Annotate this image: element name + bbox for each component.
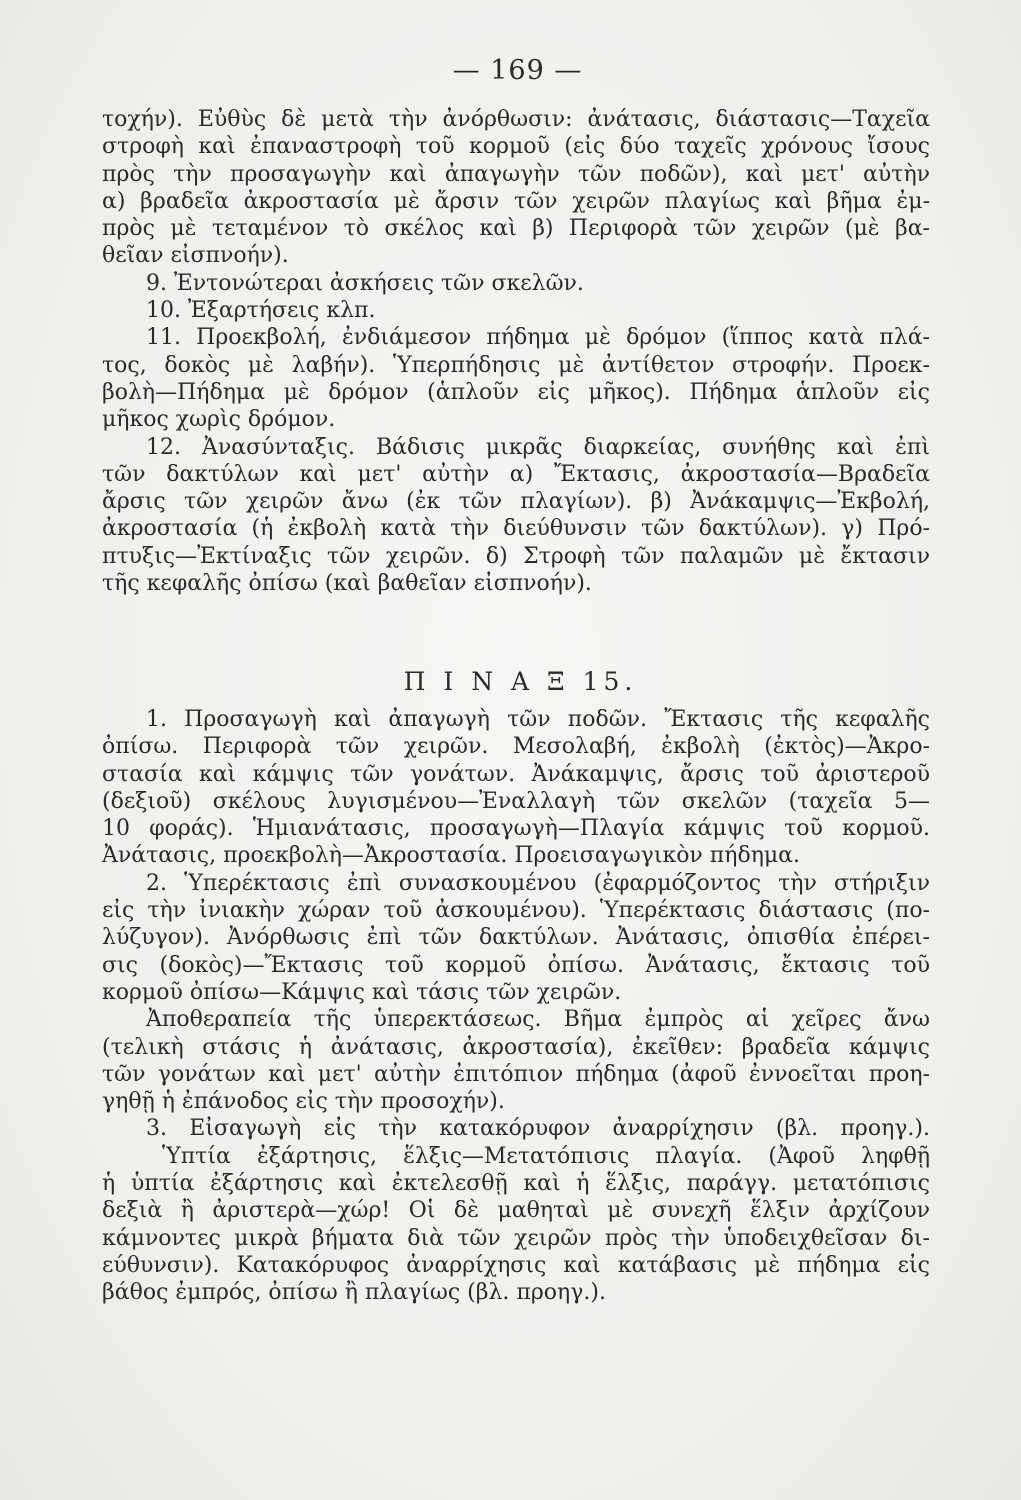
list-item-12: 12. Ἀνασύνταξις. Βάδισις μικρᾶς διαρκείας, συνήθης καὶ ἐπὶ bbox=[146, 434, 930, 460]
table-item-1: 1. Προσαγωγὴ καὶ ἀπαγωγὴ τῶν ποδῶν. Ἔκτασις τῆς κεφαλῆς bbox=[146, 707, 930, 732]
section-title: Π Ι Ν Α Ξ 15. bbox=[403, 667, 638, 696]
list-item-11: 11. Προεκβολή, ἐνδιάμεσον πήδημα μὲ δρόμον (ἵππος κατὰ πλά- bbox=[146, 325, 930, 351]
text-line: κορμοῦ ὀπίσω—Κάμψις καὶ τάσις τῶν χειρῶν. bbox=[102, 979, 622, 1005]
text-line: βάθος ἐμπρός, ὀπίσω ἢ πλαγίως (βλ. προηγ.). bbox=[102, 1280, 606, 1306]
text-line: μῆκος χωρὶς δρόμον. bbox=[102, 407, 336, 433]
text-line: γηθῇ ἡ ἐπάνοδος εἰς τὴν προσοχήν). bbox=[102, 1089, 505, 1115]
text-line: κάμνοντες μικρὰ βήματα διὰ τῶν χειρῶν πρὸς τὴν ὑποδειχθεῖσαν δι- bbox=[102, 1225, 930, 1251]
text-line: ὀπίσω. Περιφορὰ τῶν χειρῶν. Μεσολαβή, ἐκβολὴ (ἐκτὸς)—Ἀκρο- bbox=[102, 734, 930, 760]
text-line: στροφὴ καὶ ἐπαναστροφὴ τοῦ κορμοῦ (εἰς δύο ταχεῖς χρόνους ἴσους bbox=[102, 134, 930, 160]
text-line: ἡ ὑπτία ἐξάρτησις καὶ ἐκτελεσθῇ καὶ ἡ ἕλξις, παράγγ. μετατόπισις bbox=[102, 1171, 930, 1197]
text-line: στασία καὶ κάμψις τῶν γονάτων. Ἀνάκαμψις, ἄρσις τοῦ ἀριστεροῦ bbox=[102, 761, 930, 787]
text-line: δεξιὰ ἢ ἀριστερὰ—χώρ! Οἱ δὲ μαθηταὶ μὲ συνεχῆ ἕλξιν ἀρχίζουν bbox=[102, 1198, 930, 1224]
text-line: Ἀνάτασις, προεκβολὴ—Ἀκροστασία. Προεισαγωγικὸν πήδημα. bbox=[102, 843, 801, 869]
text-line: εἰς τὴν ἰνιακὴν χώραν τοῦ ἀσκουμένου). Ὑπερέκτασις διάστασις (πο- bbox=[102, 898, 930, 924]
text-line: ἀκροστασία (ἡ ἐκβολὴ κατὰ τὴν διεύθυνσιν τῶν δακτύλων). γ) Πρό- bbox=[102, 516, 930, 542]
text-line: (δεξιοῦ) σκέλους λυγισμένου—Ἐναλλαγὴ τῶν σκελῶν (ταχεῖα 5— bbox=[102, 788, 930, 814]
text-line: τῆς κεφαλῆς ὀπίσω (καὶ βαθεῖαν εἰσπνοήν). bbox=[102, 571, 592, 597]
text-line: τῶν δακτύλων καὶ μετ' αὐτὴν α) Ἔκτασις, ἀκροστασία—Βραδεῖα bbox=[102, 461, 930, 487]
list-item-9: 9. Ἐντονώτεραι ἀσκήσεις τῶν σκελῶν. bbox=[146, 270, 584, 296]
text-line: α) βραδεῖα ἀκροστασία μὲ ἄρσιν τῶν χειρῶν πλαγίως καὶ βῆμα ἐμ- bbox=[102, 188, 930, 214]
table-item-2: 2. Ὑπερέκτασις ἐπὶ συνασκουμένου (ἐφαρμόζοντος τὴν στήριξιν bbox=[146, 870, 930, 896]
text-line: εύθυνσιν). Κατακόρυφος ἀναρρίχησις καὶ κατάβασις μὲ πήδημα εἰς bbox=[102, 1252, 930, 1278]
text-line: τος, δοκὸς μὲ λαβήν). Ὑπερπήδησις μὲ ἀντίθετον στροφήν. Προεκ- bbox=[102, 352, 930, 378]
text-line: (τελικὴ στάσις ἡ ἀνάτασις, ἀκροστασία), ἐκεῖθεν: βραδεῖα κάμψις bbox=[102, 1034, 930, 1060]
text-line: Ἀποθεραπεία τῆς ὑπερεκτάσεως. Βῆμα ἐμπρὸς αἱ χεῖρες ἄνω bbox=[146, 1007, 930, 1033]
page-number: — 169 — bbox=[452, 55, 583, 86]
text-line: πρὸς τὴν προσαγωγὴν καὶ ἀπαγωγὴν τῶν ποδῶν), καὶ μετ' αὐτὴν bbox=[102, 161, 930, 187]
text-line: 10 φοράς). Ἡμιανάτασις, προσαγωγὴ—Πλαγία κάμψις τοῦ κορμοῦ. bbox=[102, 816, 930, 842]
text-line: τοχήν). Εὐθὺς δὲ μετὰ τὴν ἀνόρθωσιν: ἀνάτασις, διάστασις—Ταχεῖα bbox=[102, 107, 930, 132]
text-line: Ὑπτία ἐξάρτησις, ἕλξις—Μετατόπισις πλαγία. (Ἀφοῦ ληφθῇ bbox=[162, 1143, 930, 1169]
text-line: βολὴ—Πήδημα μὲ δρόμον (ἁπλοῦν εἰς μῆκος). Πήδημα ἁπλοῦν εἰς bbox=[102, 379, 930, 405]
table-item-3: 3. Εἰσαγωγὴ εἰς τὴν κατακόρυφον ἀναρρίχησιν (βλ. προηγ.). bbox=[146, 1116, 930, 1142]
text-line: σις (δοκὸς)—Ἔκτασις τοῦ κορμοῦ ὀπίσω. Ἀνάτασις, ἔκτασις τοῦ bbox=[102, 952, 930, 978]
text-line: θεῖαν εἰσπνοήν). bbox=[102, 243, 289, 269]
text-line: τῶν γονάτων καὶ μετ' αὐτὴν ἐπιτόπιον πήδημα (ἀφοῦ ἐννοεῖται προη- bbox=[102, 1061, 930, 1087]
text-line: πρὸς μὲ τεταμένον τὸ σκέλος καὶ β) Περιφορὰ τῶν χειρῶν (μὲ βα- bbox=[102, 216, 930, 242]
text-line: ἄρσις τῶν χειρῶν ἄνω (ἐκ τῶν πλαγίων). β) Ἀνάκαμψις—Ἐκβολή, bbox=[102, 489, 930, 515]
body-text-top bbox=[102, 106, 930, 597]
body-text-table bbox=[102, 706, 930, 1307]
list-item-10: 10. Ἐξαρτήσεις κλπ. bbox=[146, 298, 376, 324]
text-line: πτυξις—Ἐκτίναξις τῶν χειρῶν. δ) Στροφὴ τῶν παλαμῶν μὲ ἔκτασιν bbox=[102, 543, 930, 569]
text-line: λύζυγον). Ἀνόρθωσις ἐπὶ τῶν δακτύλων. Ἀνάτασις, ὀπισθία ἐπέρει- bbox=[102, 925, 930, 951]
